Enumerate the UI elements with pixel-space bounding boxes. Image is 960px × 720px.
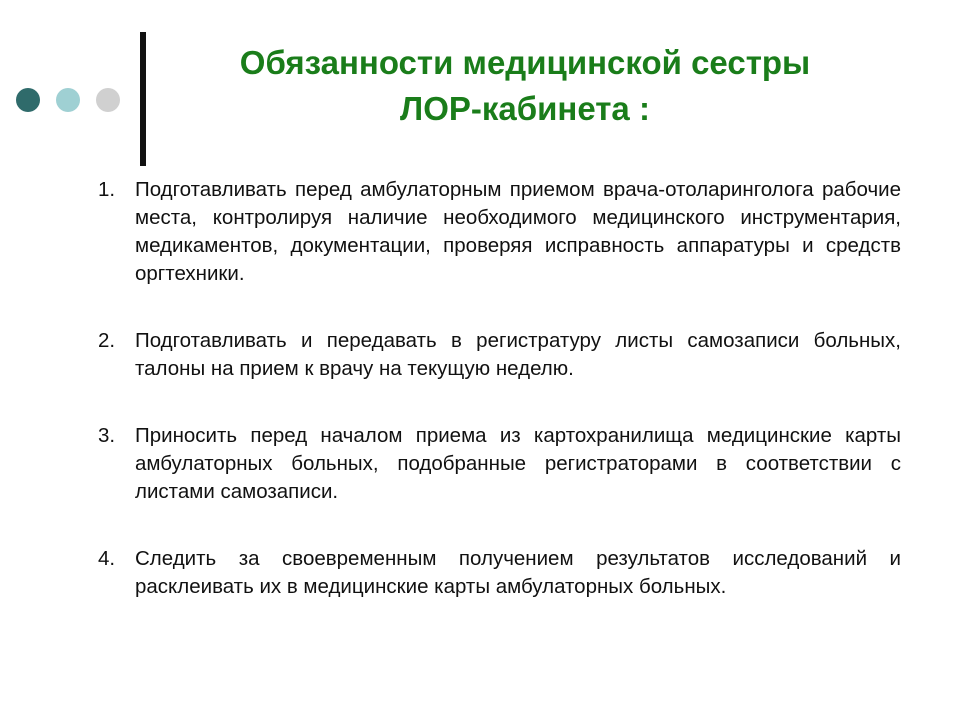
duty-item-number: 1. (98, 178, 116, 201)
duty-item-3 (98, 422, 901, 506)
decor-dot-dark-teal (16, 88, 40, 112)
title-divider-bar (140, 32, 146, 166)
duty-item-2 (98, 327, 901, 383)
decor-dot-light-teal (56, 88, 80, 112)
duty-item-text: Подготавливать и передавать в регистратуру листы самозаписи больных, талоны на прием к врачу на текущую неделю. (135, 329, 901, 380)
slide-title (170, 40, 880, 132)
slide-title-line-1: Обязанности медицинской сестры (239, 44, 811, 81)
duty-item-number: 4. (98, 547, 116, 570)
duty-item-number: 3. (98, 424, 116, 447)
duties-list (98, 176, 901, 601)
slide-title-line-2: ЛОР-кабинета : (400, 90, 650, 127)
duty-item-number: 2. (98, 329, 116, 352)
duty-item-text: Следить за своевременным получением результатов исследований и расклеивать их в медицинские карты амбулаторных больных. (135, 547, 901, 598)
duty-item-1 (98, 176, 901, 288)
duty-item-text: Приносить перед началом приема из картохранилища медицинские карты амбулаторных больных, подобранные регистраторами в соответствии с листами самозаписи. (135, 424, 901, 503)
decor-dot-gray (96, 88, 120, 112)
duty-item-4 (98, 545, 901, 601)
duty-item-text: Подготавливать перед амбулаторным приемом врача-отоларинголога рабочие места, контролируя наличие необходимого медицинского инструментария, медикаментов, документации, проверяя исправность аппаратуры и средств оргтехники. (135, 178, 901, 285)
